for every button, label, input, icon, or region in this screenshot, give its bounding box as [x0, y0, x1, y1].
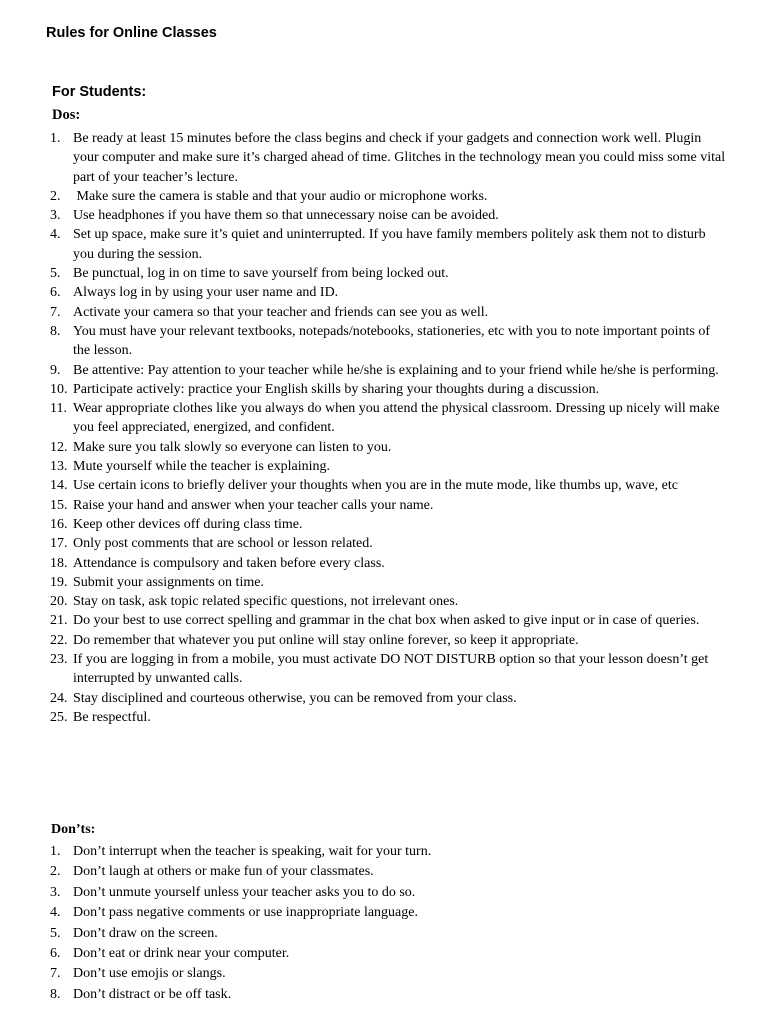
- donts-item: [50, 862, 726, 882]
- donts-item: [50, 842, 726, 862]
- list-item-text: Mute yourself while the teacher is explaining.: [73, 459, 330, 475]
- dos-item: [50, 206, 726, 225]
- list-item-text: If you are logging in from a mobile, you must activate DO NOT DISTURB option so that your lesson doesn’t get interrupted by unwanted calls.: [73, 652, 709, 687]
- list-item-number: 12.: [50, 439, 68, 455]
- dos-item: [50, 438, 726, 457]
- dos-item: [50, 264, 726, 283]
- dos-list: [50, 129, 726, 727]
- list-item-number: 11.: [50, 401, 67, 417]
- list-item-text: Don’t draw on the screen.: [73, 925, 218, 941]
- students-heading: For Students:: [52, 84, 147, 100]
- list-item-text: Participate actively: practice your English skills by sharing your thoughts during a discussion.: [73, 381, 600, 397]
- list-item-number: 10.: [50, 381, 68, 397]
- dos-item: [50, 303, 726, 322]
- list-item-number: 1.: [50, 131, 61, 146]
- dos-item: [50, 380, 726, 399]
- list-item-number: 6.: [50, 946, 61, 962]
- list-item-number: 2.: [50, 188, 61, 204]
- list-item-number: 20.: [50, 594, 68, 610]
- list-item-number: 6.: [50, 285, 61, 301]
- list-item-number: 15.: [50, 497, 68, 513]
- dos-item: [50, 129, 726, 187]
- list-item-text: Set up space, make sure it’s quiet and uninterrupted. If you have family members politely ask them not to disturb you during the session.: [73, 227, 706, 262]
- list-item-text: Be attentive: Pay attention to your teacher while he/she is explaining and to your friend while he/she is performing.: [73, 362, 719, 378]
- dos-item: [50, 611, 726, 630]
- dos-item: [50, 515, 726, 534]
- list-item-text: Make sure you talk slowly so everyone can listen to you.: [73, 439, 392, 455]
- dos-item: [50, 708, 726, 727]
- list-item-text: Don’t unmute yourself unless your teacher asks you to do so.: [73, 884, 416, 900]
- list-item-text: Don’t eat or drink near your computer.: [73, 946, 290, 962]
- list-item-text: Do remember that whatever you put online will stay online forever, so keep it appropriate.: [73, 632, 579, 648]
- donts-item: [50, 903, 726, 923]
- list-item-text: Don’t interrupt when the teacher is speaking, wait for your turn.: [73, 844, 432, 859]
- dos-item: [50, 283, 726, 302]
- dos-item: [50, 225, 726, 264]
- list-item-text: Activate your camera so that your teacher and friends can see you as well.: [73, 304, 489, 320]
- list-item-text: Submit your assignments on time.: [73, 574, 264, 590]
- list-item-text: You must have your relevant textbooks, notepads/notebooks, stationeries, etc with you to note important points of the lesson.: [73, 323, 711, 359]
- list-item-text: Always log in by using your user name and ID.: [73, 285, 339, 301]
- list-item-number: 19.: [50, 574, 68, 590]
- dos-item: [50, 650, 726, 689]
- list-item-number: 3.: [50, 884, 61, 900]
- dos-item: [50, 187, 726, 206]
- list-item-number: 9.: [50, 362, 61, 378]
- list-item-text: Make sure the camera is stable and that your audio or microphone works.: [73, 188, 488, 204]
- list-item-text: Don’t laugh at others or make fun of your classmates.: [73, 864, 374, 880]
- list-item-number: 21.: [50, 613, 68, 629]
- list-item-number: 8.: [50, 323, 61, 339]
- donts-item: [50, 883, 726, 903]
- list-item-number: 5.: [50, 266, 61, 282]
- donts-list: [50, 842, 726, 1005]
- list-item-number: 2.: [50, 864, 61, 880]
- list-item-text: Do your best to use correct spelling and grammar in the chat box when asked to give input or in case of queries.: [73, 613, 700, 629]
- list-item-number: 17.: [50, 536, 68, 552]
- list-item-number: 7.: [50, 966, 61, 982]
- dos-item: [50, 689, 726, 708]
- dos-item: [50, 534, 726, 553]
- dos-item: [50, 592, 726, 611]
- dos-item: [50, 573, 726, 592]
- dos-item: [50, 631, 726, 650]
- list-item-number: 8.: [50, 986, 61, 1002]
- list-item-number: 18.: [50, 555, 68, 571]
- donts-item: [50, 964, 726, 984]
- list-item-text: Only post comments that are school or lesson related.: [73, 536, 373, 552]
- dos-heading: Dos:: [52, 107, 81, 123]
- list-item-number: 22.: [50, 632, 68, 648]
- dos-item: [50, 457, 726, 476]
- list-item-number: 3.: [50, 208, 61, 224]
- list-item-number: 25.: [50, 709, 68, 725]
- dos-item: [50, 361, 726, 380]
- list-item-text: Use headphones if you have them so that unnecessary noise can be avoided.: [73, 208, 499, 224]
- list-item-text: Keep other devices off during class time.: [73, 516, 303, 532]
- list-item-number: 4.: [50, 905, 61, 921]
- dos-item: [50, 496, 726, 515]
- dos-item: [50, 399, 726, 438]
- list-item-number: 5.: [50, 925, 61, 941]
- list-item-text: Be ready at least 15 minutes before the class begins and check if your gadgets and connection work well. Plugin your computer and make sure it’s charged ahead of time. Glitches in the technology mean you could miss some vital part of your teacher’s lecture.: [73, 131, 726, 185]
- list-item-text: Wear appropriate clothes like you always do when you attend the physical classroom. Dressing up nicely will make you feel appreciated, energized, and confident.: [73, 401, 720, 436]
- list-item-number: 16.: [50, 516, 68, 532]
- list-item-text: Don’t distract or be off task.: [73, 986, 232, 1002]
- donts-item: [50, 944, 726, 964]
- donts-item: [50, 924, 726, 944]
- list-item-number: 7.: [50, 304, 61, 320]
- list-item-text: Attendance is compulsory and taken before every class.: [73, 555, 385, 571]
- list-item-text: Don’t use emojis or slangs.: [73, 966, 226, 982]
- list-item-text: Don’t pass negative comments or use inappropriate language.: [73, 905, 418, 921]
- list-item-number: 14.: [50, 478, 68, 494]
- list-item-text: Stay disciplined and courteous otherwise, you can be removed from your class.: [73, 690, 517, 706]
- list-item-text: Be respectful.: [73, 709, 151, 725]
- list-item-number: 13.: [50, 459, 68, 475]
- list-item-text: Use certain icons to briefly deliver your thoughts when you are in the mute mode, like thumbs up, wave, etc: [73, 478, 678, 494]
- list-item-text: Stay on task, ask topic related specific questions, not irrelevant ones.: [73, 594, 459, 610]
- dos-item: [50, 476, 726, 495]
- dos-item: [50, 554, 726, 573]
- page-title: Rules for Online Classes: [46, 25, 217, 41]
- list-item-number: 4.: [50, 227, 61, 243]
- list-item-text: Raise your hand and answer when your teacher calls your name.: [73, 497, 434, 513]
- list-item-number: 1.: [50, 844, 61, 859]
- donts-item: [50, 985, 726, 1005]
- list-item-number: 24.: [50, 690, 68, 706]
- donts-heading: Don’ts:: [51, 822, 96, 837]
- list-item-text: Be punctual, log in on time to save yourself from being locked out.: [73, 266, 449, 282]
- dos-item: [50, 322, 726, 361]
- list-item-number: 23.: [50, 652, 68, 668]
